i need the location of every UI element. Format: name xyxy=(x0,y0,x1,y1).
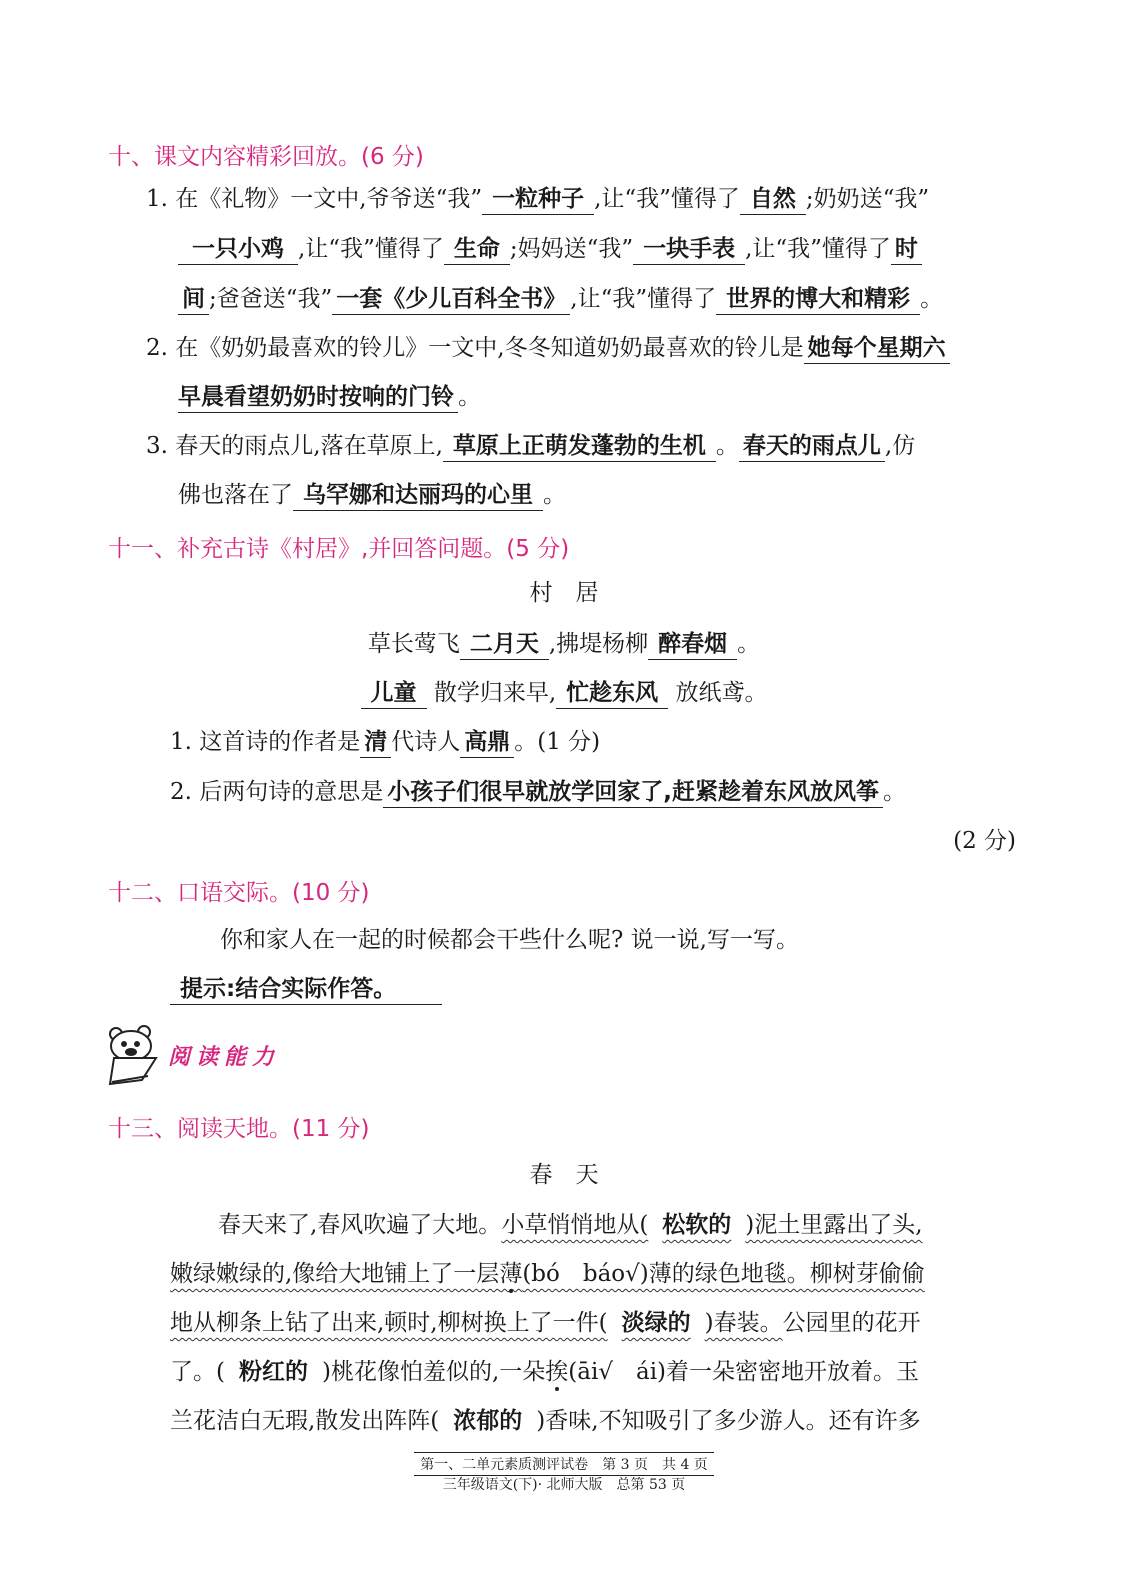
text: 草长莺飞 xyxy=(367,631,460,657)
footer-line-2: 三年级语文(下)· 北师大版 总第 53 页 xyxy=(442,1477,686,1493)
text: 。 xyxy=(920,286,944,312)
section-13-heading: 十三、阅读天地。(11 分) xyxy=(108,1116,370,1142)
answer-blank: 一粒种子 xyxy=(482,184,594,215)
text: 1. 这首诗的作者是 xyxy=(170,729,361,755)
text: 兰花洁白无瑕,散发出阵阵( xyxy=(170,1408,440,1434)
s10-q2-line2 xyxy=(178,382,481,413)
passage-line-4 xyxy=(170,1357,919,1387)
answer-text: 松软的 xyxy=(662,1212,732,1238)
poem-title: 村 居 xyxy=(529,580,599,606)
answer-blank: 春天的雨点儿 xyxy=(739,431,885,462)
answer-blank: 乌罕娜和达丽玛的心里 xyxy=(293,480,543,511)
wavy-underlined-text xyxy=(170,1261,810,1287)
text: 第一、二单元素质测评试卷 第 3 页 共 4 页 xyxy=(414,1452,714,1476)
s10-q3-line1 xyxy=(146,431,915,462)
answer-blank: 小孩子们很早就放学回家了,赶紧趁着东风放风筝 xyxy=(383,777,883,808)
answer-blank: 她每个星期六 xyxy=(804,333,950,364)
answer-text: 淡绿的 xyxy=(621,1310,691,1336)
reading-ability-title: 阅读能力 xyxy=(168,1045,281,1070)
s11-q2 xyxy=(170,777,906,808)
text: )桃花像怕羞似的,一朵 xyxy=(321,1359,546,1385)
passage-line-2 xyxy=(170,1259,925,1289)
text: )春装。 xyxy=(704,1310,783,1336)
text: ,让“我”懂得了 xyxy=(745,236,891,262)
text: ,让“我”懂得了 xyxy=(298,236,444,262)
s12-prompt: 你和家人在一起的时候都会干些什么呢? 说一说,写一写。 xyxy=(220,927,799,953)
wavy-underlined-text: 柳树芽偷偷 xyxy=(809,1261,925,1287)
text: 散学归来早, xyxy=(433,680,557,706)
answer-blank: 世界的博大和精彩 xyxy=(716,284,920,315)
dotted-char: 挨 xyxy=(545,1359,569,1385)
s10-q1-line2 xyxy=(178,234,922,265)
answer-text: 浓郁的 xyxy=(453,1408,523,1434)
text: 公园里的花开 xyxy=(782,1310,921,1336)
text: ;奶奶送“我” xyxy=(805,186,930,212)
s11-q1 xyxy=(170,727,600,758)
text: ;爸爸送“我” xyxy=(209,286,333,312)
footer-line-1 xyxy=(0,1452,1128,1476)
s12-hint: 提示:结合实际作答。 xyxy=(170,974,442,1005)
section-10-heading: 十、课文内容精彩回放。(6 分) xyxy=(108,144,424,170)
s10-q1-line3 xyxy=(178,284,943,315)
answer-blank: 清 xyxy=(360,727,391,758)
text: 了。( xyxy=(170,1359,225,1385)
answer-blank: 高鼎 xyxy=(460,727,514,758)
s11-q2-score: (2 分) xyxy=(953,828,1016,854)
answer-blank: 生命 xyxy=(444,234,510,265)
text: ,拂堤杨柳 xyxy=(548,631,649,657)
text: 代诗人 xyxy=(391,729,461,755)
text: ,仿 xyxy=(884,433,916,459)
answer-blank: 时 xyxy=(891,234,922,265)
answer-blank: 早晨看望奶奶时按响的门铃 xyxy=(178,382,458,413)
text: 。 xyxy=(543,482,566,508)
passage-line-3 xyxy=(170,1308,921,1338)
text: ,让“我”懂得了 xyxy=(594,186,740,212)
answer-blank: 间 xyxy=(178,284,209,315)
text: )泥土里露出了头, xyxy=(745,1212,923,1238)
text: 2. 后两句诗的意思是 xyxy=(170,779,384,805)
text: (āi√ ái)着一朵密密地开放着。玉 xyxy=(568,1359,920,1385)
text: 2. 在《奶奶最喜欢的铃儿》一文中,冬冬知道奶奶最喜欢的铃儿是 xyxy=(146,335,804,361)
answer-blank: 一套《少儿百科全书》 xyxy=(332,284,570,315)
passage-line-5 xyxy=(170,1406,921,1436)
answer-blank: 一块手表 xyxy=(633,234,745,265)
text: 放纸鸢。 xyxy=(675,680,768,706)
text: 1. 在《礼物》一文中,爷爷送“我” xyxy=(146,186,483,212)
text: 。 xyxy=(737,631,761,657)
text: 3. 春天的雨点儿,落在草原上, xyxy=(146,433,443,459)
answer-blank: 儿童 xyxy=(361,678,427,709)
poem-line-2 xyxy=(0,678,1128,709)
text: 地从柳条上钻了出来,顿时,柳树换上了一件( xyxy=(170,1310,608,1336)
answer-blank: 一只小鸡 xyxy=(178,234,298,265)
text: 佛也落在了 xyxy=(178,482,293,508)
dotted-char: 薄 xyxy=(499,1261,523,1287)
wavy-underlined-text xyxy=(501,1212,922,1238)
answer-text: 粉红的 xyxy=(238,1359,308,1385)
answer-blank: 醉春烟 xyxy=(648,629,737,660)
text: )香味,不知吸引了多少游人。还有许多 xyxy=(536,1408,921,1434)
s10-q1-line1 xyxy=(146,184,929,215)
text: ,让“我”懂得了 xyxy=(570,286,717,312)
text: ;妈妈送“我” xyxy=(509,236,634,262)
text: 。 xyxy=(458,384,481,410)
passage-line-1 xyxy=(218,1210,923,1240)
answer-blank: 忙趁东风 xyxy=(556,678,668,709)
text: 春天来了,春风吹遍了大地。 xyxy=(218,1212,502,1238)
s10-q3-line2 xyxy=(178,480,566,511)
s10-q2-line1 xyxy=(146,333,950,364)
text: 嫩绿嫩绿的,像给大地铺上了一层 xyxy=(170,1261,500,1287)
wavy-underlined-text xyxy=(170,1310,783,1336)
section-12-heading: 十二、口语交际。(10 分) xyxy=(108,880,370,906)
answer-blank: 自然 xyxy=(740,184,806,215)
answer-blank: 二月天 xyxy=(460,629,549,660)
text: 。(1 分) xyxy=(514,729,601,755)
passage-title: 春 天 xyxy=(529,1162,599,1188)
section-11-heading: 十一、补充古诗《村居》,并回答问题。(5 分) xyxy=(108,536,570,562)
poem-line-1 xyxy=(0,629,1128,660)
text: 小草悄悄地从( xyxy=(501,1212,649,1238)
answer-blank: 草原上正萌发蓬勃的生机 xyxy=(443,431,716,462)
text: 。 xyxy=(715,433,739,459)
text: 。 xyxy=(883,779,907,805)
text: (bó báo√)薄的绿色地毯。 xyxy=(522,1261,810,1287)
